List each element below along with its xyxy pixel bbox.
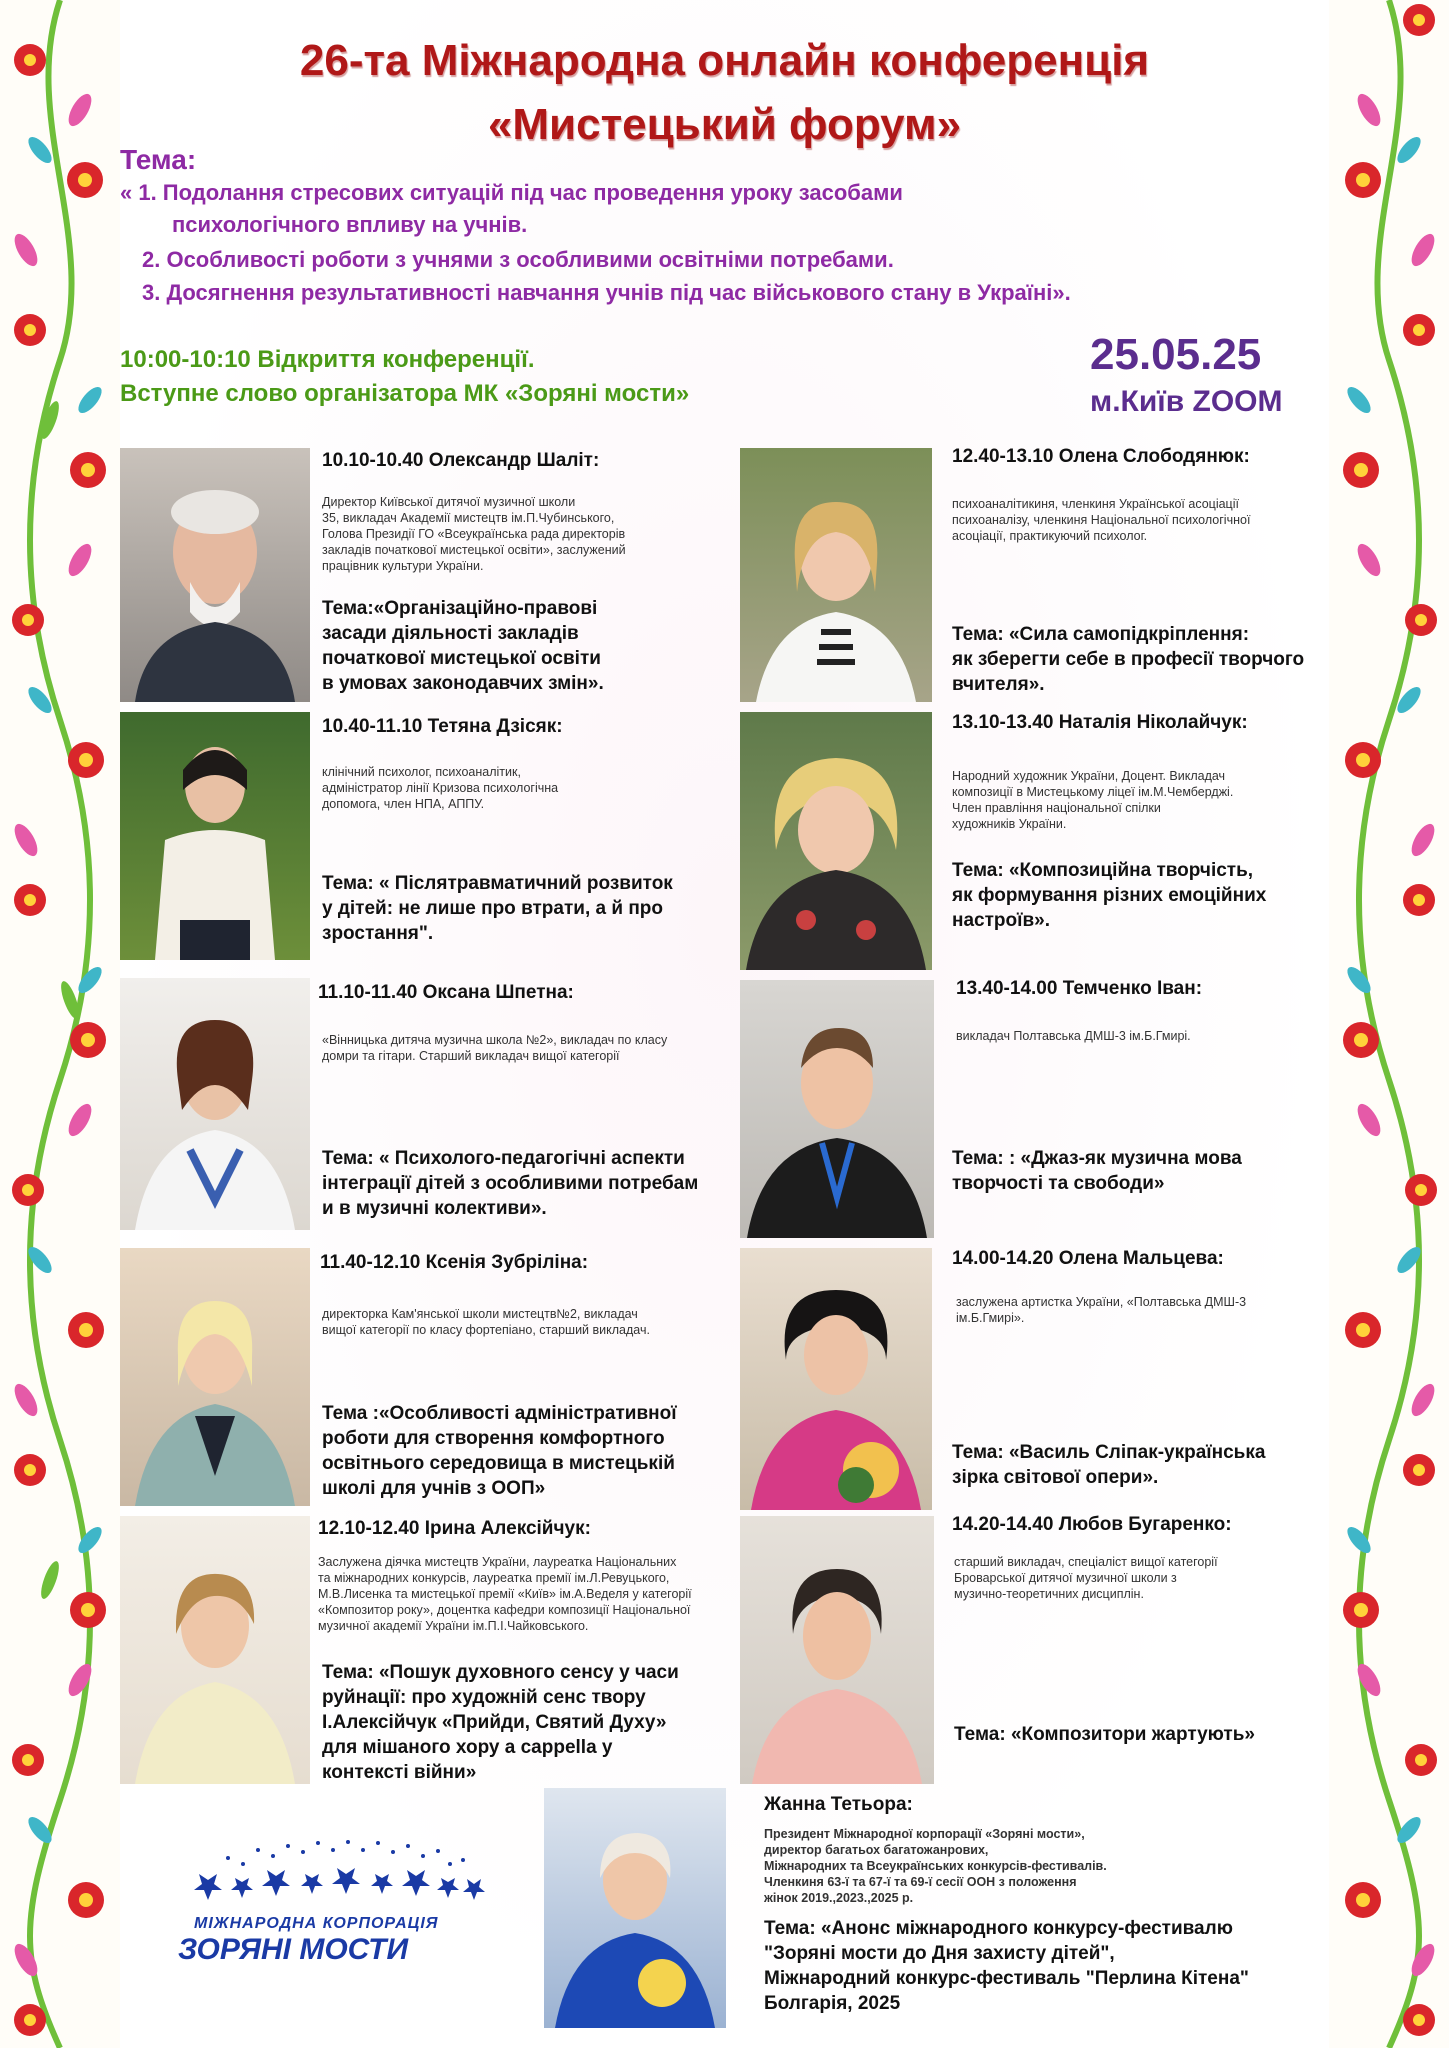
speaker-topic <box>952 1146 1242 1196</box>
bio-line: працівник культури України. <box>322 559 484 573</box>
bio-line: психоаналізу, членкиня Національної психологічної <box>952 513 1251 527</box>
bio-line: жінок 2019.,2023.,2025 р. <box>764 1891 914 1905</box>
topic-line: зростання". <box>322 923 434 944</box>
event-place: м.Київ ZOOM <box>1090 385 1283 418</box>
speaker-bio <box>318 1554 738 1634</box>
topic-line: інтеграції дітей з особливими потребам <box>322 1173 699 1194</box>
bio-line: Директор Київської дитячої музичної школи <box>322 495 576 509</box>
conference-subtitle: «Мистецький форум» <box>487 100 962 149</box>
speaker-photo <box>740 712 932 970</box>
stars-arc-icon <box>178 1838 488 1908</box>
bio-line: Народний художник України, Доцент. Викладач <box>952 769 1226 783</box>
theme-label: Тема: <box>120 144 197 175</box>
portrait-icon <box>751 472 921 702</box>
topic-line: Тема: «Композитори жартують» <box>954 1724 1255 1745</box>
bio-line: закладів початкової мистецької освіти», заслужений <box>322 543 626 557</box>
portrait-icon <box>747 998 927 1238</box>
topic-line: як формування різних емоційних <box>952 885 1267 906</box>
theme-item-2: 2. Особливості роботи з учнями з особливими освітніми потребами. <box>142 247 894 272</box>
topic-line: Тема: « Психолого-педагогічні аспекти <box>322 1148 685 1169</box>
topic-line: Тема :«Особливості адміністративної <box>322 1403 677 1424</box>
speaker-name: 11.40-12.10 Ксенія Зубріліна: <box>320 1252 589 1273</box>
organizer-photo <box>544 1788 726 2028</box>
bio-line: допомога, член НПА, АППУ. <box>322 797 485 811</box>
speaker-name: 13.10-13.40 Наталія Ніколайчук: <box>952 712 1248 733</box>
bio-line: Броварської дитячої музичної школи з <box>954 1571 1177 1585</box>
speaker-name: 10.40-11.10 Тетяна Дзісяк: <box>322 716 563 737</box>
speaker-photo <box>120 978 310 1230</box>
speaker-name: 11.10-11.40 Оксана Шпетна: <box>318 982 574 1003</box>
topic-line: освітнього середовища в мистецькій <box>322 1453 675 1474</box>
topic-line: І.Алексійчук «Прийди, Святий Духу» <box>322 1712 667 1733</box>
bio-line: «Вінницька дитяча музична школа №2», викладач по класу <box>322 1033 668 1047</box>
bio-line: Членкиня 63-ї та 67-ї та 69-ї сесії ООН з положення <box>764 1875 1077 1889</box>
topic-line: Тема: «Сила самопідкріплення: <box>952 624 1250 645</box>
organizer-name: Жанна Тетьора: <box>764 1794 913 1815</box>
bio-line: директор багатьох багатожанрових, <box>764 1843 989 1857</box>
bio-line: «Композитор року», доцентка кафедри композиції Національної <box>318 1603 691 1617</box>
bio-line: викладач Полтавська ДМШ-3 ім.Б.Гмирі. <box>956 1029 1191 1043</box>
bio-line: 35, викладач Академії мистецтв ім.П.Чубинського, <box>322 511 615 525</box>
floral-border-left <box>0 0 120 2048</box>
theme-item-3: 3. Досягнення результативності навчання учнів під час військового стану в Україні». <box>142 280 1071 305</box>
bio-line: художників України. <box>952 817 1067 831</box>
opening-speech: Вступне слово організатора МК «Зоряні мости» <box>120 380 690 407</box>
event-date: 25.05.25 <box>1090 330 1262 379</box>
bio-line: Член правління національної спілки <box>952 801 1161 815</box>
portrait-icon <box>746 1270 926 1510</box>
topic-line: настроїв». <box>952 910 1050 931</box>
bio-line: старший викладач, спеціаліст вищої категорії <box>954 1555 1218 1569</box>
bio-line: та міжнародних конкурсів, лауреатка премії ім.Л.Ревуцького, <box>318 1571 670 1585</box>
bio-line: Міжнародних та Всеукраїнських конкурсів-фестивалів. <box>764 1859 1107 1873</box>
bio-line: музичної академії України ім.П.І.Чайковського. <box>318 1619 589 1633</box>
topic-line: Тема: «Пошук духовного сенсу у часи <box>322 1662 679 1683</box>
bio-line: Заслужена діячка мистецтв України, лауреатка Національних <box>318 1555 677 1569</box>
topic-line: Тема: «Композиційна творчість, <box>952 860 1254 881</box>
bio-line: адміністратор лінії Кризова психологічна <box>322 781 559 795</box>
speaker-topic <box>952 622 1304 697</box>
topic-line: руйнації: про художній сенс твору <box>322 1687 646 1708</box>
topic-line: для мішаного хору a cappella у <box>322 1737 613 1758</box>
bio-line: Голова Президії ГО «Всеукраїнська рада директорів <box>322 527 626 541</box>
speaker-photo <box>740 1516 934 1784</box>
bio-line: клінічний психолог, психоаналітик, <box>322 765 521 779</box>
bio-line: заслужена артистка України, «Полтавська ДМШ-3 <box>956 1295 1247 1309</box>
speaker-bio <box>952 768 1312 832</box>
topic-line: Тема: «Василь Сліпак-українська <box>952 1442 1266 1463</box>
theme-item-1-cont: психологічного впливу на учнів. <box>172 212 528 237</box>
bio-line: психоаналітикиня, членкиня Української асоціації <box>952 497 1239 511</box>
theme-item-1: « 1. Подолання стресових ситуацій під час проведення уроку засобами <box>120 180 903 205</box>
portrait-icon <box>130 1000 300 1230</box>
speaker-photo <box>120 448 310 702</box>
topic-line: Тема:«Організаційно-правові <box>322 598 598 619</box>
topic-line: Міжнародний конкурс-фестиваль "Перлина Кітена" <box>764 1968 1249 1989</box>
topic-line: початкової мистецької освіти <box>322 648 601 669</box>
speaker-name: 13.40-14.00 Темченко Іван: <box>956 978 1203 999</box>
topic-line: у дітей: не лише про втрати, а й про <box>322 898 664 919</box>
topic-line: творчості та свободи» <box>952 1173 1165 1194</box>
speaker-bio <box>954 1554 1314 1602</box>
speaker-photo <box>120 1248 310 1506</box>
topic-line: школі для учнів з ООП» <box>322 1478 546 1499</box>
portrait-icon <box>550 1808 720 2028</box>
logo-line2: ЗОРЯНІ МОСТИ <box>178 1933 409 1966</box>
topic-line: Тема: «Анонс міжнародного конкурсу-фестивалю <box>764 1918 1233 1939</box>
speaker-name: 14.20-14.40 Любов Бугаренко: <box>952 1514 1232 1535</box>
speaker-photo <box>740 1248 932 1510</box>
topic-line: и в музичні колективи». <box>322 1198 547 1219</box>
topic-line: роботи для створення комфортного <box>322 1428 665 1449</box>
speaker-name: 12.10-12.40 Ірина Алексійчук: <box>318 1518 591 1539</box>
topic-line: як зберегти себе в професії творчого <box>952 649 1305 670</box>
organizer-topic <box>764 1916 1249 2016</box>
topic-line: контексті війни» <box>322 1762 477 1783</box>
portrait-icon <box>130 472 300 702</box>
speaker-name: 10.10-10.40 Олександр Шаліт: <box>322 450 600 471</box>
bio-line: М.В.Лисенка та мистецької премії «Київ» ім.А.Веделя у категорії <box>318 1587 692 1601</box>
speaker-topic <box>952 1440 1265 1490</box>
speaker-bio <box>322 1032 742 1064</box>
logo-line1: МІЖНАРОДНА КОРПОРАЦІЯ <box>194 1915 439 1932</box>
speaker-topic <box>322 1401 677 1501</box>
speaker-topic <box>952 858 1266 933</box>
conference-title: 26-та Міжнародна онлайн конференція <box>299 36 1150 85</box>
portrait-icon <box>746 730 926 970</box>
corporation-logo <box>178 1838 488 1966</box>
topic-line: в умовах законодавчих змін». <box>322 673 604 694</box>
opening-time: 10:00-10:10 Відкриття конференції. <box>120 346 535 373</box>
speaker-photo <box>740 980 934 1238</box>
floral-border-right <box>1329 0 1449 2048</box>
bio-line: ім.Б.Гмирі». <box>956 1311 1025 1325</box>
speaker-photo <box>120 1516 310 1784</box>
bio-line: композиції в Мистецькому ліцеї ім.М.Чемберджі. <box>952 785 1234 799</box>
speaker-bio <box>322 764 702 812</box>
bio-line: домри та гітари. Старший викладач вищої категорії <box>322 1049 620 1063</box>
speaker-bio <box>952 496 1312 544</box>
speaker-bio <box>322 1306 742 1338</box>
portrait-icon <box>130 1544 300 1784</box>
speaker-topic <box>322 1660 679 1785</box>
topic-line: Болгарія, 2025 <box>764 1993 901 2014</box>
organizer-bio <box>764 1826 1184 1906</box>
speaker-topic <box>322 596 604 696</box>
speaker-bio <box>956 1028 1316 1044</box>
speaker-name: 14.00-14.20 Олена Мальцева: <box>952 1248 1224 1269</box>
speaker-name: 12.40-13.10 Олена Слободянюк: <box>952 446 1250 467</box>
bio-line: асоціації, практикуючий психолог. <box>952 529 1148 543</box>
bio-line: вищої категорії по класу фортепіано, старший викладач. <box>322 1323 650 1337</box>
speaker-photo <box>120 712 310 960</box>
portrait-icon <box>130 1276 300 1506</box>
portrait-icon <box>135 730 295 960</box>
topic-line: зірка світової опери». <box>952 1467 1159 1488</box>
speaker-photo <box>740 448 932 702</box>
topic-line: Тема: « Післятравматичний розвиток <box>322 873 673 894</box>
portrait-icon <box>747 1544 927 1784</box>
bio-line: музично-теоретичних дисциплін. <box>954 1587 1144 1601</box>
speaker-topic <box>322 1146 698 1221</box>
topic-line: Тема: : «Джаз-як музична мова <box>952 1148 1242 1169</box>
speaker-topic <box>954 1722 1255 1747</box>
topic-line: вчителя». <box>952 674 1045 695</box>
bio-line: Президент Міжнародної корпорації «Зоряні мости», <box>764 1827 1085 1841</box>
speaker-topic <box>322 871 673 946</box>
topic-line: "Зоряні мости до Дня захисту дітей", <box>764 1943 1115 1964</box>
topic-line: засади діяльності закладів <box>322 623 579 644</box>
bio-line: директорка Кам'янської школи мистецтв№2, викладач <box>322 1307 638 1321</box>
speaker-bio <box>956 1294 1316 1326</box>
speaker-bio <box>322 494 702 574</box>
